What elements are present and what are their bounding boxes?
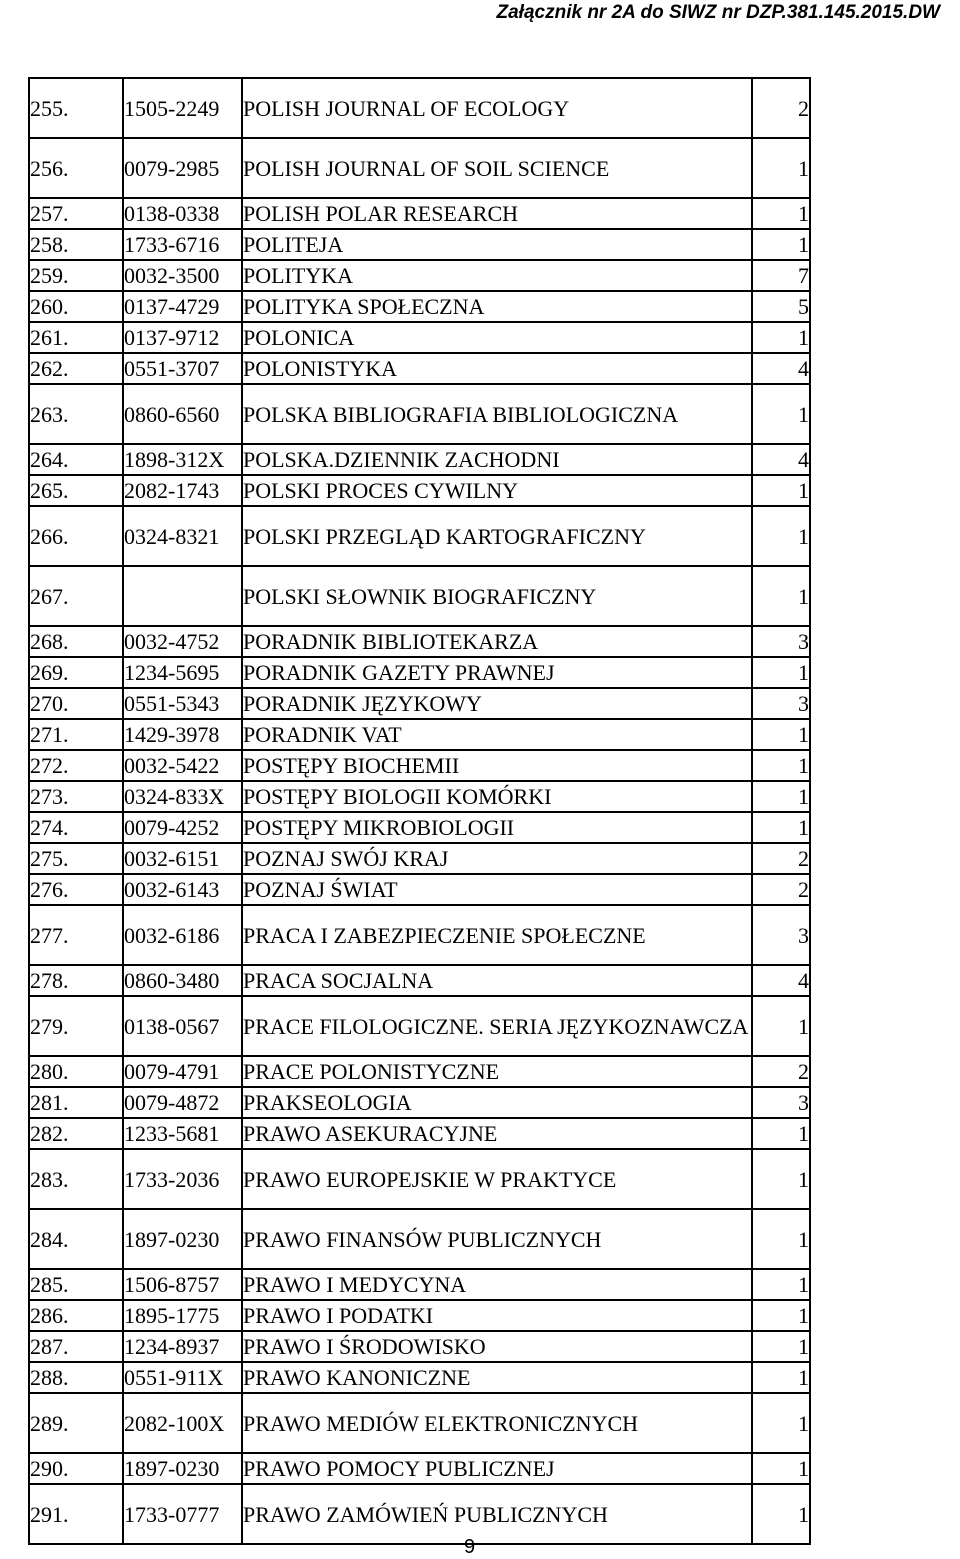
quantity-cell: 1 (752, 996, 810, 1056)
attachment-header: Załącznik nr 2A do SIWZ nr DZP.381.145.2015.DW (496, 2, 940, 23)
title-cell: POLONISTYKA (242, 353, 752, 384)
quantity-cell: 1 (752, 566, 810, 626)
title-cell: PORADNIK JĘZYKOWY (242, 688, 752, 719)
quantity-cell: 1 (752, 1331, 810, 1362)
issn-cell: 1733-0777 (123, 1484, 242, 1544)
issn-cell: 0032-4752 (123, 626, 242, 657)
row-number: 278. (29, 965, 123, 996)
table-row (29, 1209, 810, 1269)
quantity-cell: 3 (752, 1087, 810, 1118)
title-cell: POLISH POLAR RESEARCH (242, 198, 752, 229)
table-row (29, 1393, 810, 1453)
issn-cell: 1733-6716 (123, 229, 242, 260)
issn-cell: 1234-5695 (123, 657, 242, 688)
quantity-cell: 3 (752, 905, 810, 965)
quantity-cell: 1 (752, 1484, 810, 1544)
table-row (29, 291, 810, 322)
title-cell: PRAWO I PODATKI (242, 1300, 752, 1331)
issn-cell: 0079-2985 (123, 138, 242, 198)
quantity-cell: 2 (752, 843, 810, 874)
title-cell: PRACE POLONISTYCZNE (242, 1056, 752, 1087)
issn-cell: 0032-6186 (123, 905, 242, 965)
quantity-cell: 7 (752, 260, 810, 291)
title-cell: POLSKI SŁOWNIK BIOGRAFICZNY (242, 566, 752, 626)
table-row (29, 1149, 810, 1209)
quantity-cell: 1 (752, 1149, 810, 1209)
quantity-cell: 1 (752, 719, 810, 750)
row-number: 264. (29, 444, 123, 475)
table-row (29, 353, 810, 384)
row-number: 287. (29, 1331, 123, 1362)
table-row (29, 384, 810, 444)
title-cell: PRACA SOCJALNA (242, 965, 752, 996)
issn-cell: 0138-0338 (123, 198, 242, 229)
title-cell: PORADNIK GAZETY PRAWNEJ (242, 657, 752, 688)
issn-cell: 1897-0230 (123, 1453, 242, 1484)
table-row (29, 1118, 810, 1149)
table-row (29, 1331, 810, 1362)
quantity-cell: 1 (752, 812, 810, 843)
title-cell: PORADNIK VAT (242, 719, 752, 750)
title-cell: PRAWO I ŚRODOWISKO (242, 1331, 752, 1362)
quantity-cell: 2 (752, 874, 810, 905)
issn-cell: 1733-2036 (123, 1149, 242, 1209)
issn-cell: 0860-6560 (123, 384, 242, 444)
title-cell: POSTĘPY BIOCHEMII (242, 750, 752, 781)
issn-cell: 2082-1743 (123, 475, 242, 506)
table-row (29, 688, 810, 719)
quantity-cell: 1 (752, 1453, 810, 1484)
title-cell: PRACA I ZABEZPIECZENIE SPOŁECZNE (242, 905, 752, 965)
issn-cell: 1429-3978 (123, 719, 242, 750)
issn-cell: 0032-6143 (123, 874, 242, 905)
row-number: 257. (29, 198, 123, 229)
title-cell: POLSKI PRZEGLĄD KARTOGRAFICZNY (242, 506, 752, 566)
quantity-cell: 1 (752, 1118, 810, 1149)
journal-table (28, 77, 811, 1545)
quantity-cell: 2 (752, 78, 810, 138)
title-cell: POLSKI PROCES CYWILNY (242, 475, 752, 506)
issn-cell: 0032-3500 (123, 260, 242, 291)
row-number: 267. (29, 566, 123, 626)
row-number: 270. (29, 688, 123, 719)
table-row (29, 657, 810, 688)
row-number: 268. (29, 626, 123, 657)
title-cell: POSTĘPY BIOLOGII KOMÓRKI (242, 781, 752, 812)
row-number: 286. (29, 1300, 123, 1331)
table-row (29, 322, 810, 353)
row-number: 285. (29, 1269, 123, 1300)
row-number: 274. (29, 812, 123, 843)
row-number: 256. (29, 138, 123, 198)
quantity-cell: 2 (752, 1056, 810, 1087)
row-number: 266. (29, 506, 123, 566)
table-row (29, 78, 810, 138)
quantity-cell: 1 (752, 1300, 810, 1331)
title-cell: POLITYKA SPOŁECZNA (242, 291, 752, 322)
table-row (29, 905, 810, 965)
table-row (29, 260, 810, 291)
issn-cell (123, 566, 242, 626)
table-row (29, 1362, 810, 1393)
issn-cell: 0137-9712 (123, 322, 242, 353)
quantity-cell: 3 (752, 626, 810, 657)
title-cell: POLSKA.DZIENNIK ZACHODNI (242, 444, 752, 475)
table-row (29, 965, 810, 996)
quantity-cell: 1 (752, 750, 810, 781)
issn-cell: 1233-5681 (123, 1118, 242, 1149)
title-cell: PORADNIK BIBLIOTEKARZA (242, 626, 752, 657)
row-number: 283. (29, 1149, 123, 1209)
issn-cell: 0551-911X (123, 1362, 242, 1393)
table-row (29, 750, 810, 781)
quantity-cell: 1 (752, 657, 810, 688)
issn-cell: 1895-1775 (123, 1300, 242, 1331)
table-row (29, 781, 810, 812)
title-cell: PRAWO FINANSÓW PUBLICZNYCH (242, 1209, 752, 1269)
row-number: 272. (29, 750, 123, 781)
quantity-cell: 3 (752, 688, 810, 719)
title-cell: POLISH JOURNAL OF SOIL SCIENCE (242, 138, 752, 198)
issn-cell: 0324-833X (123, 781, 242, 812)
title-cell: POLISH JOURNAL OF ECOLOGY (242, 78, 752, 138)
row-number: 279. (29, 996, 123, 1056)
table-row (29, 229, 810, 260)
row-number: 265. (29, 475, 123, 506)
table-row (29, 506, 810, 566)
title-cell: POSTĘPY MIKROBIOLOGII (242, 812, 752, 843)
issn-cell: 0138-0567 (123, 996, 242, 1056)
table-row (29, 1269, 810, 1300)
issn-cell: 0551-5343 (123, 688, 242, 719)
table-row (29, 996, 810, 1056)
quantity-cell: 1 (752, 1393, 810, 1453)
table-row (29, 812, 810, 843)
title-cell: PRACE FILOLOGICZNE. SERIA JĘZYKOZNAWCZA (242, 996, 752, 1056)
title-cell: PRAWO EUROPEJSKIE W PRAKTYCE (242, 1149, 752, 1209)
table-row (29, 1087, 810, 1118)
quantity-cell: 1 (752, 506, 810, 566)
title-cell: POLITYKA (242, 260, 752, 291)
table-row (29, 626, 810, 657)
table-row (29, 138, 810, 198)
page-number: 9 (464, 1536, 476, 1558)
row-number: 289. (29, 1393, 123, 1453)
issn-cell: 0032-5422 (123, 750, 242, 781)
table-row (29, 475, 810, 506)
table-row (29, 444, 810, 475)
quantity-cell: 1 (752, 198, 810, 229)
row-number: 290. (29, 1453, 123, 1484)
title-cell: POZNAJ SWÓJ KRAJ (242, 843, 752, 874)
title-cell: PRAWO ASEKURACYJNE (242, 1118, 752, 1149)
row-number: 259. (29, 260, 123, 291)
issn-cell: 1898-312X (123, 444, 242, 475)
title-cell: POLONICA (242, 322, 752, 353)
row-number: 282. (29, 1118, 123, 1149)
issn-cell: 1234-8937 (123, 1331, 242, 1362)
row-number: 291. (29, 1484, 123, 1544)
title-cell: POZNAJ ŚWIAT (242, 874, 752, 905)
row-number: 261. (29, 322, 123, 353)
quantity-cell: 4 (752, 965, 810, 996)
quantity-cell: 1 (752, 1362, 810, 1393)
row-number: 255. (29, 78, 123, 138)
title-cell: PRAWO MEDIÓW ELEKTRONICZNYCH (242, 1393, 752, 1453)
title-cell: POLSKA BIBLIOGRAFIA BIBLIOLOGICZNA (242, 384, 752, 444)
row-number: 269. (29, 657, 123, 688)
table-row (29, 1484, 810, 1544)
table-row (29, 198, 810, 229)
issn-cell: 0551-3707 (123, 353, 242, 384)
row-number: 271. (29, 719, 123, 750)
quantity-cell: 4 (752, 353, 810, 384)
row-number: 263. (29, 384, 123, 444)
quantity-cell: 1 (752, 1209, 810, 1269)
title-cell: POLITEJA (242, 229, 752, 260)
row-number: 260. (29, 291, 123, 322)
row-number: 288. (29, 1362, 123, 1393)
quantity-cell: 1 (752, 138, 810, 198)
quantity-cell: 1 (752, 229, 810, 260)
quantity-cell: 1 (752, 475, 810, 506)
issn-cell: 0032-6151 (123, 843, 242, 874)
table-row (29, 843, 810, 874)
issn-cell: 0079-4252 (123, 812, 242, 843)
table-row (29, 1056, 810, 1087)
issn-cell: 0137-4729 (123, 291, 242, 322)
quantity-cell: 1 (752, 1269, 810, 1300)
row-number: 277. (29, 905, 123, 965)
row-number: 262. (29, 353, 123, 384)
issn-cell: 1505-2249 (123, 78, 242, 138)
table-row (29, 1453, 810, 1484)
title-cell: PRAWO ZAMÓWIEŃ PUBLICZNYCH (242, 1484, 752, 1544)
issn-cell: 0324-8321 (123, 506, 242, 566)
row-number: 284. (29, 1209, 123, 1269)
quantity-cell: 4 (752, 444, 810, 475)
quantity-cell: 1 (752, 384, 810, 444)
issn-cell: 0079-4791 (123, 1056, 242, 1087)
table-row (29, 874, 810, 905)
quantity-cell: 1 (752, 322, 810, 353)
issn-cell: 0860-3480 (123, 965, 242, 996)
row-number: 280. (29, 1056, 123, 1087)
table-row (29, 1300, 810, 1331)
table-row (29, 719, 810, 750)
row-number: 258. (29, 229, 123, 260)
title-cell: PRAKSEOLOGIA (242, 1087, 752, 1118)
issn-cell: 1897-0230 (123, 1209, 242, 1269)
title-cell: PRAWO KANONICZNE (242, 1362, 752, 1393)
row-number: 273. (29, 781, 123, 812)
row-number: 275. (29, 843, 123, 874)
table-row (29, 566, 810, 626)
title-cell: PRAWO I MEDYCYNA (242, 1269, 752, 1300)
issn-cell: 0079-4872 (123, 1087, 242, 1118)
issn-cell: 1506-8757 (123, 1269, 242, 1300)
quantity-cell: 1 (752, 781, 810, 812)
issn-cell: 2082-100X (123, 1393, 242, 1453)
row-number: 276. (29, 874, 123, 905)
row-number: 281. (29, 1087, 123, 1118)
quantity-cell: 5 (752, 291, 810, 322)
title-cell: PRAWO POMOCY PUBLICZNEJ (242, 1453, 752, 1484)
